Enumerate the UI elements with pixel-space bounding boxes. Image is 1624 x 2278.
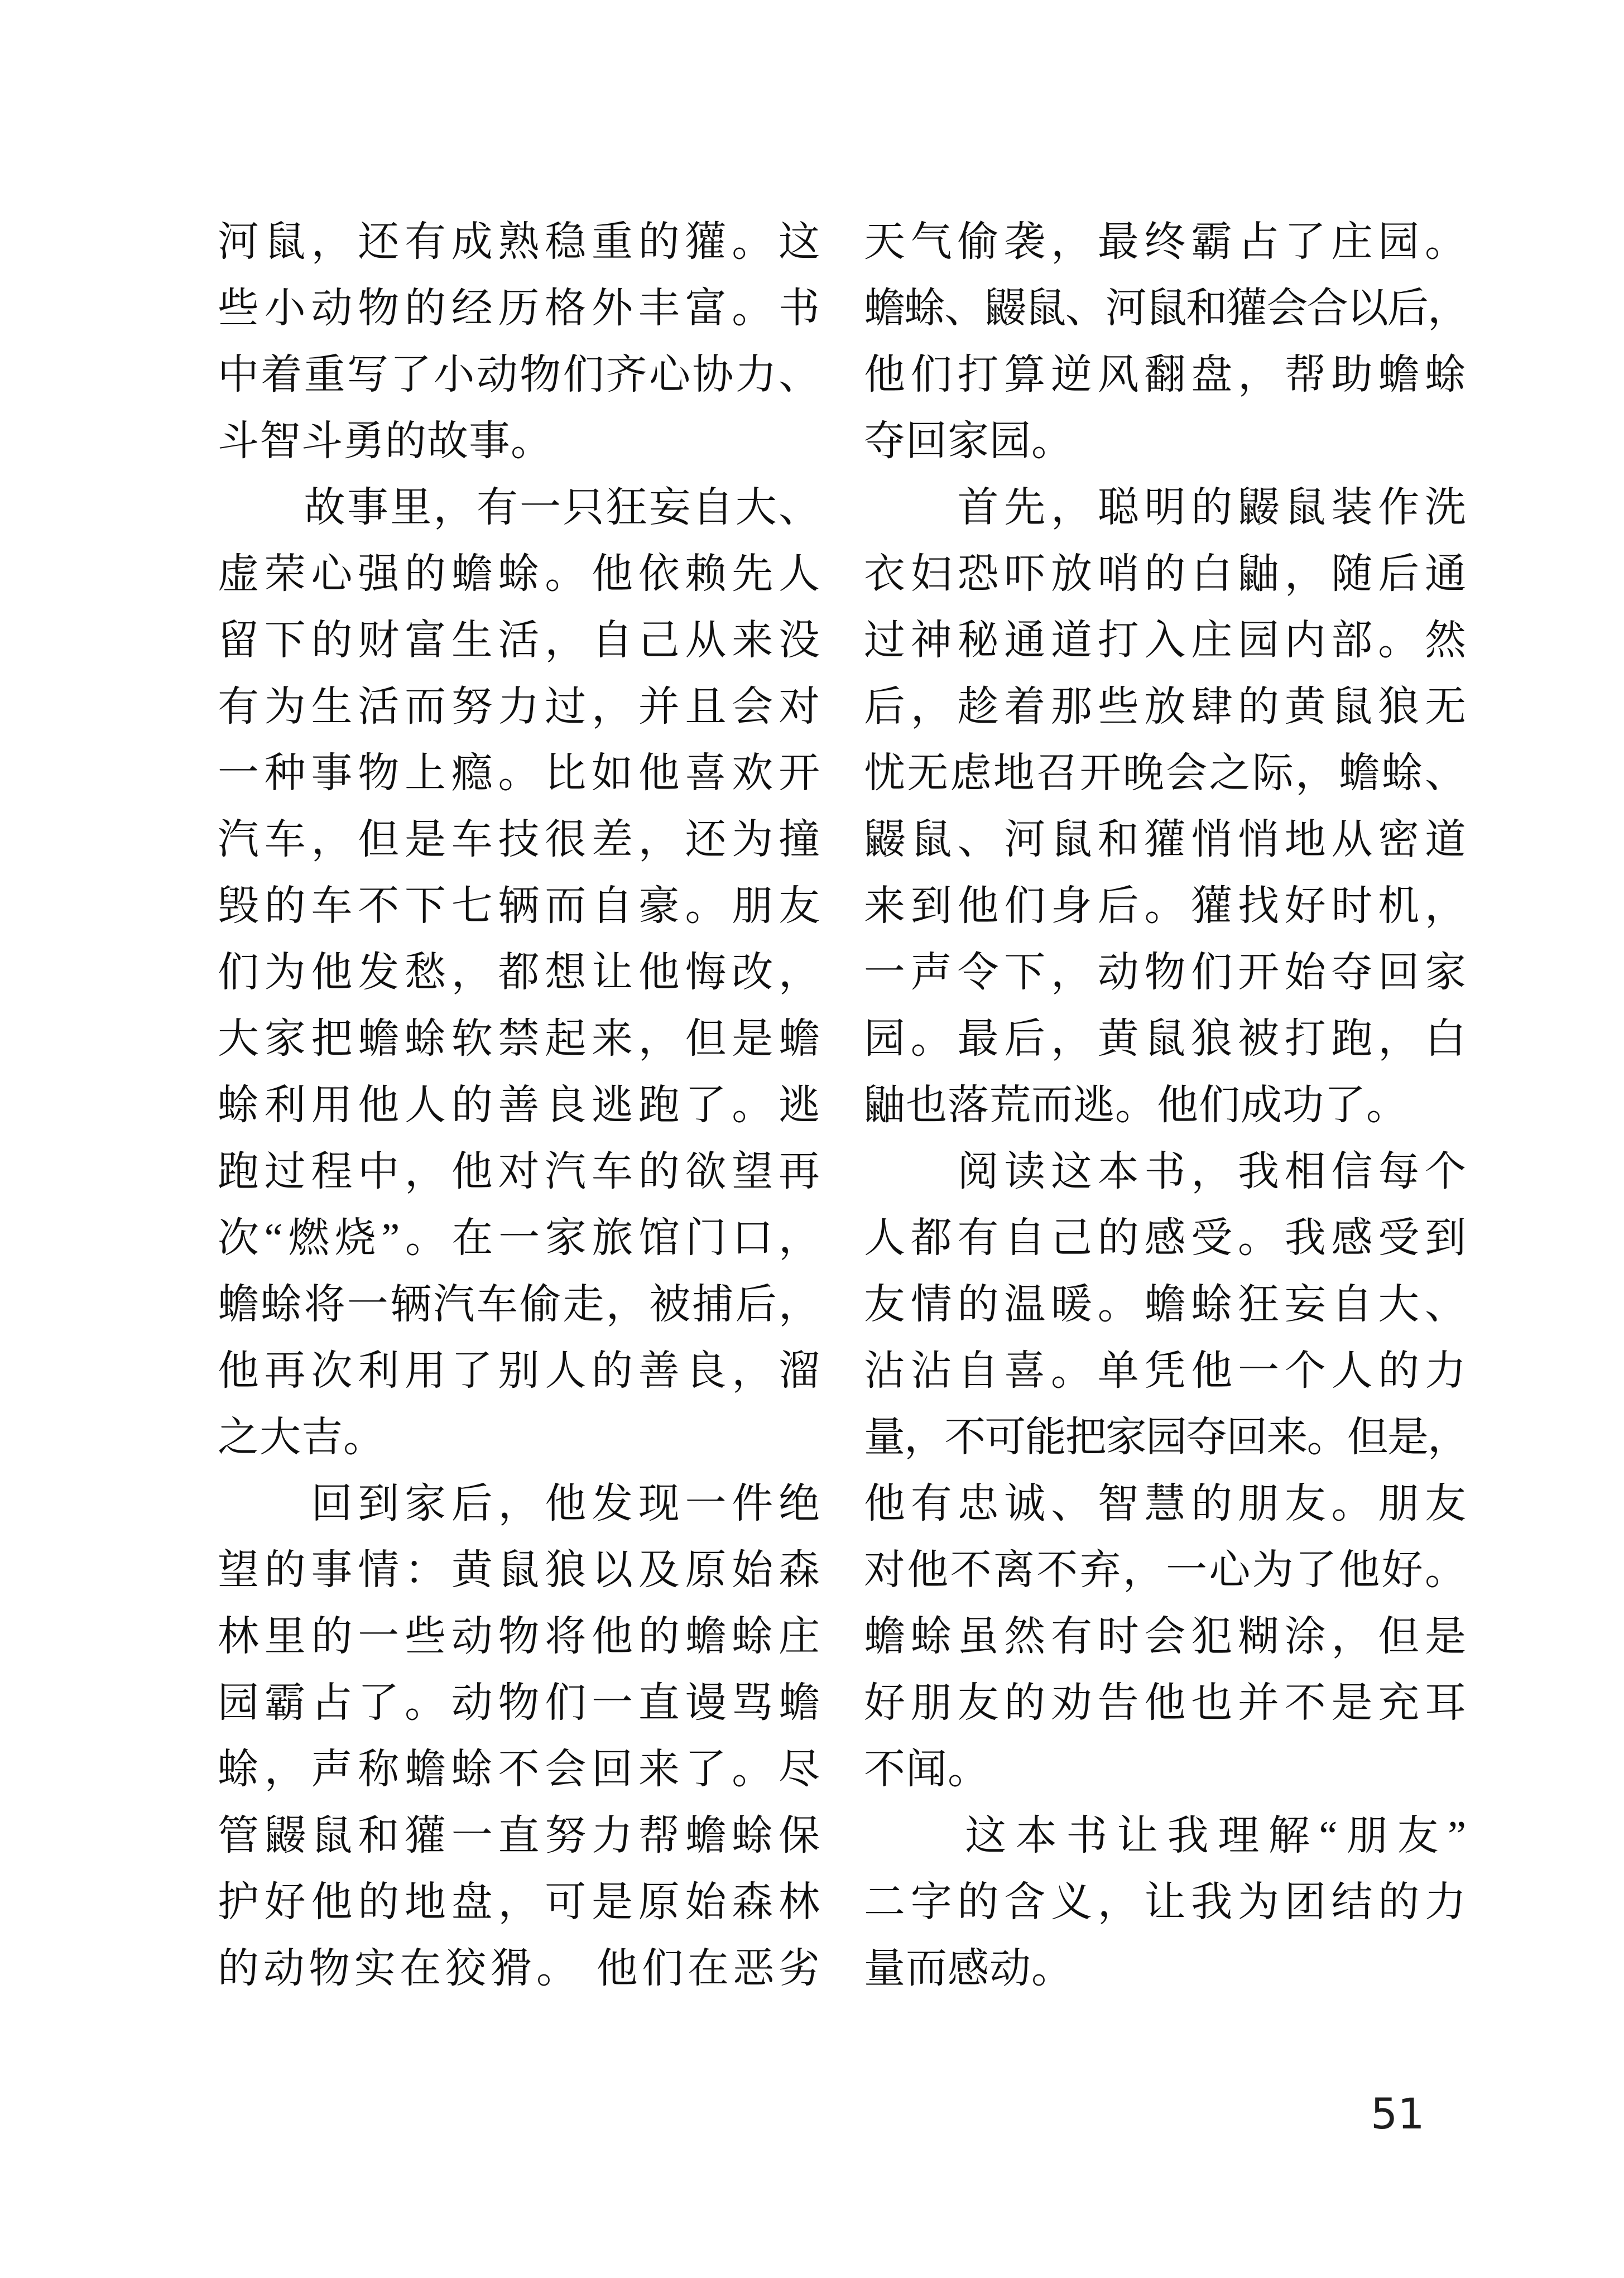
text-line: 林里的一些动物将他的蟾蜍庄 bbox=[218, 1614, 820, 1660]
text-line: 故事里，有一只狂妄自大、 bbox=[218, 485, 820, 531]
text-line: 阅读这本书，我相信每个 bbox=[864, 1149, 1467, 1195]
text-line: 望的事情：黄鼠狼以及原始森 bbox=[218, 1547, 820, 1593]
text-line: 跑过程中，他对汽车的欲望再 bbox=[218, 1149, 820, 1195]
text-line: 护好他的地盘，可是原始森林 bbox=[218, 1880, 820, 1925]
text-line: 的动物实在狡猾。 他们在恶劣 bbox=[218, 1946, 820, 1992]
text-line: 虚荣心强的蟾蜍。他依赖先人 bbox=[218, 551, 820, 597]
text-line: 不闻。 bbox=[864, 1747, 989, 1792]
text-line: 鼬也落荒而逃。他们成功了。 bbox=[864, 1083, 1408, 1128]
text-line: 对他不离不弃，一心为了他好。 bbox=[864, 1547, 1467, 1593]
text-line: 园。最后，黄鼠狼被打跑，白 bbox=[864, 1016, 1467, 1062]
text-line: 蟾蜍、鼹鼠、河鼠和獾会合以后， bbox=[864, 286, 1467, 331]
text-line: 首先，聪明的鼹鼠装作洗 bbox=[864, 485, 1467, 531]
text-line: 蜍利用他人的善良逃跑了。逃 bbox=[218, 1083, 820, 1128]
text-line: 衣妇恐吓放哨的白鼬，随后通 bbox=[864, 551, 1467, 597]
text-line: 蜍，声称蟾蜍不会回来了。尽 bbox=[218, 1747, 820, 1792]
text-line: 河鼠，还有成熟稳重的獾。这 bbox=[218, 219, 820, 265]
text-line: 次“燃烧”。在一家旅馆门口， bbox=[218, 1215, 820, 1261]
text-line: 蟾蜍将一辆汽车偷走，被捕后， bbox=[218, 1282, 820, 1328]
text-line: 二字的含义，让我为团结的力 bbox=[864, 1880, 1467, 1925]
text-line: 之大吉。 bbox=[218, 1415, 385, 1460]
text-line: 一声令下，动物们开始夺回家 bbox=[864, 950, 1467, 996]
text-line: 中着重写了小动物们齐心协力、 bbox=[218, 352, 820, 398]
text-line: 他们打算逆风翻盘，帮助蟾蜍 bbox=[864, 352, 1467, 398]
text-line: 量而感动。 bbox=[864, 1946, 1073, 1992]
text-line: 他有忠诚、智慧的朋友。朋友 bbox=[864, 1481, 1467, 1527]
text-column-right bbox=[864, 209, 1467, 2002]
text-line: 后，趁着那些放肆的黄鼠狼无 bbox=[864, 684, 1467, 730]
text-line: 人都有自己的感受。我感受到 bbox=[864, 1215, 1467, 1261]
text-line: 这本书让我理解“朋友” bbox=[864, 1813, 1467, 1859]
text-line: 斗智斗勇的故事。 bbox=[218, 419, 552, 464]
text-line: 量，不可能把家园夺回来。但是， bbox=[864, 1415, 1467, 1460]
text-line: 友情的温暖。蟾蜍狂妄自大、 bbox=[864, 1282, 1467, 1328]
text-column-left bbox=[218, 209, 820, 2002]
text-line: 汽车，但是车技很差，还为撞 bbox=[218, 817, 820, 863]
text-line: 夺回家园。 bbox=[864, 419, 1073, 464]
text-line: 大家把蟾蜍软禁起来，但是蟾 bbox=[218, 1016, 820, 1062]
text-line: 过神秘通道打入庄园内部。然 bbox=[864, 618, 1467, 664]
text-line: 回到家后，他发现一件绝 bbox=[218, 1481, 820, 1527]
text-line: 他再次利用了别人的善良，溜 bbox=[218, 1348, 820, 1394]
text-line: 们为他发愁，都想让他悔改， bbox=[218, 950, 820, 996]
text-line: 留下的财富生活，自己从来没 bbox=[218, 618, 820, 664]
text-line: 来到他们身后。獾找好时机， bbox=[864, 883, 1467, 929]
text-line: 毁的车不下七辆而自豪。朋友 bbox=[218, 883, 820, 929]
text-line: 一种事物上瘾。比如他喜欢开 bbox=[218, 751, 820, 796]
text-line: 忧无虑地召开晚会之际，蟾蜍、 bbox=[864, 751, 1467, 796]
page-number: 51 bbox=[1371, 2089, 1425, 2138]
text-line: 鼹鼠、河鼠和獾悄悄地从密道 bbox=[864, 817, 1467, 863]
text-line: 管鼹鼠和獾一直努力帮蟾蜍保 bbox=[218, 1813, 820, 1859]
text-line: 沾沾自喜。单凭他一个人的力 bbox=[864, 1348, 1467, 1394]
text-line: 些小动物的经历格外丰富。书 bbox=[218, 286, 820, 331]
text-line: 天气偷袭，最终霸占了庄园。 bbox=[864, 219, 1467, 265]
text-line: 好朋友的劝告他也并不是充耳 bbox=[864, 1680, 1467, 1726]
text-line: 有为生活而努力过，并且会对 bbox=[218, 684, 820, 730]
text-line: 蟾蜍虽然有时会犯糊涂，但是 bbox=[864, 1614, 1467, 1660]
text-line: 园霸占了。动物们一直谩骂蟾 bbox=[218, 1680, 820, 1726]
